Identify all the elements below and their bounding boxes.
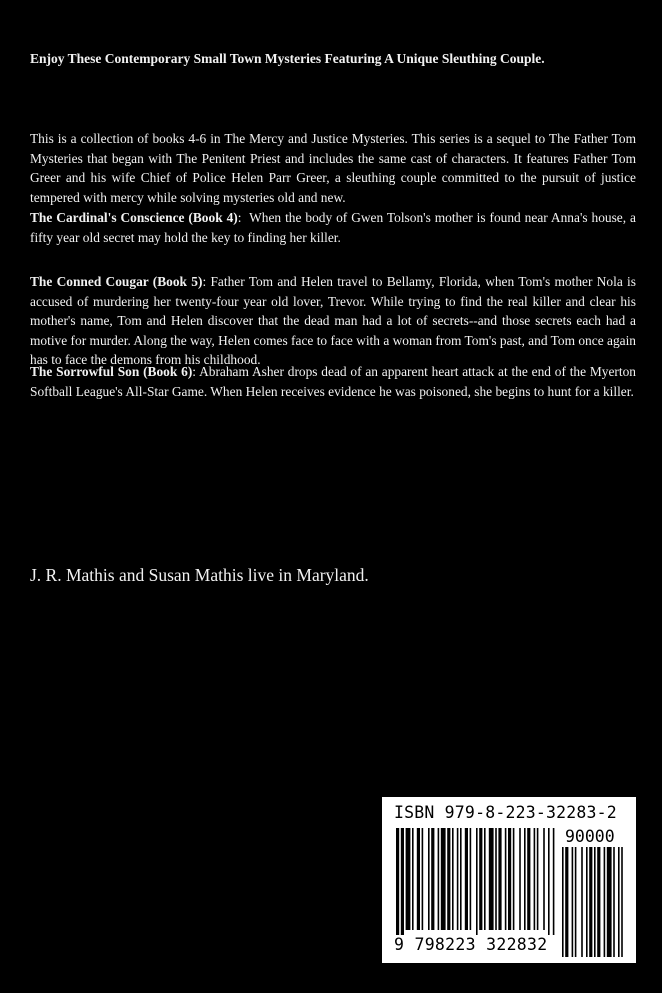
barcode-bar: [513, 828, 515, 930]
barcode-bar: [396, 828, 399, 935]
book-6-description: Abraham Asher drops dead of an apparent heart attack at the end of the Myerton Softball League's All-Star Game. When Helen receives evidence he was poisoned, she begins to hunt for a killer.: [30, 364, 636, 399]
addon-bar: [562, 847, 564, 957]
ean-digits: 9 798223 322832: [394, 935, 548, 954]
addon-bar: [581, 847, 583, 957]
barcode-bar: [457, 828, 459, 930]
addon-bar: [597, 847, 600, 957]
barcode-bar: [470, 828, 472, 930]
addon-bar: [572, 847, 574, 957]
barcode-bar: [417, 828, 420, 930]
barcode-bar: [498, 828, 501, 930]
isbn-label: ISBN 979-8-223-32283-2: [394, 803, 617, 822]
series-intro: This is a collection of books 4-6 in The Mercy and Justice Mysteries. This series is a sequel to The Father Tom Mysteries that began with The Penitent Priest and includes the same cast of characters. It features Father Tom Greer and his wife Chief of Police Helen Parr Greer, a sleuthing couple committed to the pursuit of justice tempered with mercy while solving mysteries old and new.: [30, 131, 636, 205]
book-4-separator: :: [237, 210, 250, 225]
book-6-separator: :: [192, 364, 200, 379]
barcode-bar: [537, 828, 539, 930]
barcode-bar: [431, 828, 434, 930]
isbn-barcode: [382, 797, 636, 963]
barcode-bar: [452, 828, 454, 930]
book-4-blurb: [30, 208, 636, 247]
tagline: Enjoy These Contemporary Small Town Mysteries Featuring A Unique Sleuthing Couple.: [30, 51, 545, 66]
barcode-bar: [447, 828, 450, 930]
barcode-bar: [484, 828, 486, 930]
barcode-bar: [495, 828, 497, 930]
barcode-bar: [406, 828, 411, 930]
barcode-bar: [401, 828, 404, 935]
barcode-bar: [428, 828, 430, 930]
barcode-bar: [534, 828, 536, 930]
addon-bar: [618, 847, 620, 957]
barcode-bar: [479, 828, 482, 930]
addon-bar: [575, 847, 577, 957]
addon-bar: [594, 847, 596, 957]
addon-bar: [621, 847, 623, 957]
book-5-description: Father Tom and Helen travel to Bellamy, Florida, when Tom's mother Nola is accused of murdering her twenty-four year old lover, Trevor. While trying to find the real killer and clear his mother's name, Tom and Helen discover that the dead man had a lot of secrets--and those secrets each had a motive for murder. Along the way, Helen comes face to face with a woman from Tom's past, and Tom once again has to face the demons from his childhood.: [30, 274, 636, 368]
book-5-blurb: [30, 272, 636, 370]
barcode-bar: [527, 828, 530, 930]
barcode-bar: [505, 828, 507, 930]
barcode-bar: [548, 828, 550, 935]
barcode-bar: [422, 828, 424, 930]
addon-bar: [586, 847, 588, 957]
addon-bar: [607, 847, 612, 957]
barcode-bar: [441, 828, 446, 930]
price-code: 90000: [565, 827, 615, 846]
barcode-bar: [543, 828, 545, 930]
barcode-bar: [465, 828, 468, 930]
book-5-title: The Conned Cougar (Book 5): [30, 274, 203, 289]
addon-bar: [613, 847, 615, 957]
barcode-bar: [460, 828, 462, 930]
barcode-bar: [508, 828, 511, 930]
book-6-blurb: [30, 362, 636, 401]
addon-bar: [565, 847, 568, 957]
book-5-separator: :: [202, 274, 211, 289]
addon-bar: [589, 847, 592, 957]
author-line: J. R. Mathis and Susan Mathis live in Maryland.: [30, 565, 369, 585]
barcode-bar: [489, 828, 494, 930]
book-6-title: The Sorrowful Son (Book 6): [30, 364, 193, 379]
book-4-description: When the body of Gwen Tolson's mother is found near Anna's house, a fifty year old secret may hold the key to finding her killer.: [30, 210, 636, 245]
barcode-bar: [476, 828, 478, 935]
barcode-bar: [519, 828, 521, 930]
barcode-bar: [553, 828, 555, 935]
barcode-bar: [412, 828, 414, 930]
addon-bar: [604, 847, 606, 957]
book-4-title: The Cardinal's Conscience (Book 4): [30, 210, 238, 225]
barcode-bar: [524, 828, 526, 930]
barcode-bar: [438, 828, 440, 930]
